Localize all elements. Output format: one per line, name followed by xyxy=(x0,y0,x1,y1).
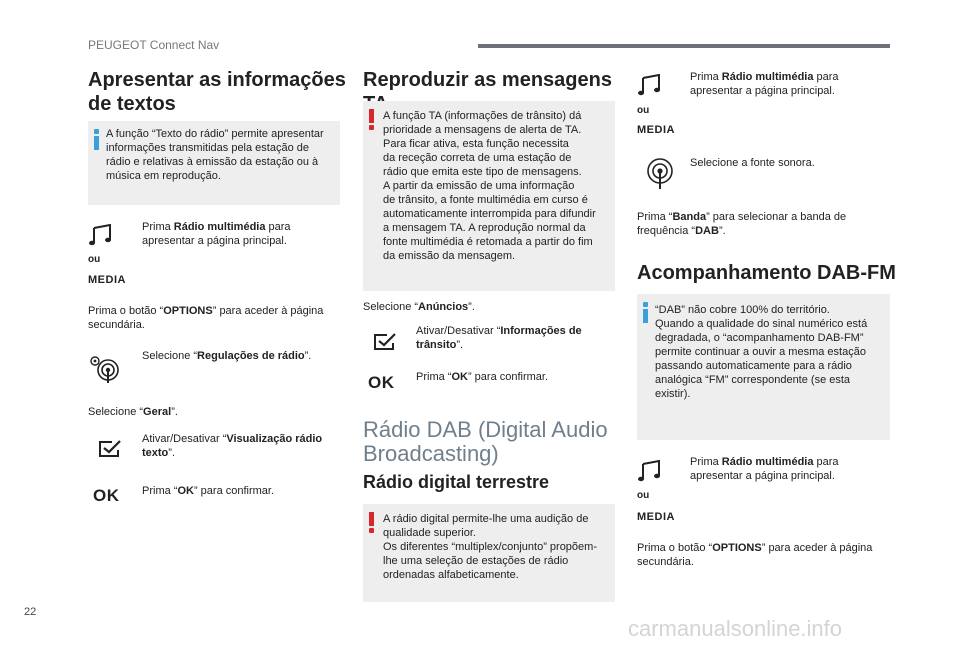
media-button-label: MEDIA xyxy=(88,274,126,286)
warning-box-digital-radio: A rádio digital permite-lhe uma audição de qualidade superior. Os diferentes “multiplex/conjunto” propõem- lhe uma seleção de estações de rádio ordenadas alfabeticamente. xyxy=(363,504,615,602)
step-select-general: Selecione “Geral”. xyxy=(88,406,178,418)
step-radio-settings: Selecione “Regulações de rádio”. xyxy=(142,350,312,362)
step-press-multimedia-2: Prima Rádio multimédia para apresentar a página principal. xyxy=(690,456,839,482)
section-title-dab-fm: Acompanhamento DAB-FM xyxy=(637,262,896,284)
radio-source-icon xyxy=(645,156,675,190)
info-box-dab-fm: “DAB” não cobre 100% do território. Quando a qualidade do sinal numérico está degradada, o “acompanhamento DAB-FM” permite continuar a ouvir a mesma estação passando automaticamente para a rádio analógica “FM” correspondente (se esta existir). xyxy=(637,294,890,440)
radio-settings-icon xyxy=(88,354,122,384)
page-number: 22 xyxy=(24,606,37,618)
section-title-ta-messages: Reproduzir as mensagens xyxy=(363,69,612,91)
info-icon xyxy=(643,302,648,324)
ok-button-label: OK xyxy=(93,486,120,505)
header-bar xyxy=(478,44,890,48)
info-icon xyxy=(94,129,99,151)
checkbox-check-icon xyxy=(98,440,122,458)
watermark-text: carmanualsonline.info xyxy=(628,616,843,641)
warning-icon xyxy=(369,109,374,131)
step-toggle-radio-text: Ativar/Desativar “Visualização rádio texto”. xyxy=(142,433,323,459)
warning-box-ta: A função TA (informações de trânsito) dá prioridade a mensagens de alerta de TA. Para ficar ativa, esta função necessita da receção correta de uma estação de rádio que emita este tipo de mensagens. A partir da emissão de uma informação de trânsito, a fonte multimédia em curso é automaticamente interrompida para difundir a mensagem TA. A reprodução normal da fonte multimédia é retomada a partir do fim da emissão da mensagem. xyxy=(363,101,615,291)
or-label: ou xyxy=(637,105,650,116)
section-title-text-info: Apresentar as informações de textos xyxy=(88,69,346,115)
step-options: Prima o botão “OPTIONS” para aceder à página secundária. xyxy=(88,305,324,331)
music-note-icon xyxy=(88,224,114,246)
checkbox-check-icon xyxy=(373,333,397,351)
media-button-label: MEDIA xyxy=(637,511,675,523)
or-label: ou xyxy=(88,254,101,265)
step-toggle-traffic-info: Ativar/Desativar “Informações de trânsito”. xyxy=(416,325,582,351)
step-select-source: Selecione a fonte sonora. xyxy=(690,157,815,169)
step-select-band: Prima “Banda” para selecionar a banda de frequência “DAB”. xyxy=(637,211,847,237)
info-box-radio-text: A função “Texto do rádio” permite apresentar informações transmitidas pela estação de rádio e relativas à emissão da estação ou à música em reprodução. xyxy=(88,121,340,205)
step-confirm-ok: Prima “OK” para confirmar. xyxy=(142,485,275,497)
chapter-title-dab: Rádio DAB (Digital Audio Broadcasting) xyxy=(363,417,608,466)
manual-header-title: PEUGEOT Connect Nav xyxy=(88,38,220,52)
music-note-icon xyxy=(637,460,663,482)
step-press-multimedia: Prima Rádio multimédia para apresentar a página principal. xyxy=(690,71,839,97)
ok-button-label: OK xyxy=(368,373,395,392)
media-button-label: MEDIA xyxy=(637,124,675,136)
step-options-2: Prima o botão “OPTIONS” para aceder à página secundária. xyxy=(637,542,873,568)
warning-icon xyxy=(369,512,374,534)
step-confirm-ok: Prima “OK” para confirmar. xyxy=(416,371,549,383)
step-select-announcements: Selecione “Anúncios”. xyxy=(363,301,475,313)
step-press-multimedia: Prima Rádio multimédia para apresentar a página principal. xyxy=(142,221,291,247)
music-note-icon xyxy=(637,74,663,96)
subsection-title-digital-radio: Rádio digital terrestre xyxy=(363,472,550,492)
or-label: ou xyxy=(637,490,650,501)
